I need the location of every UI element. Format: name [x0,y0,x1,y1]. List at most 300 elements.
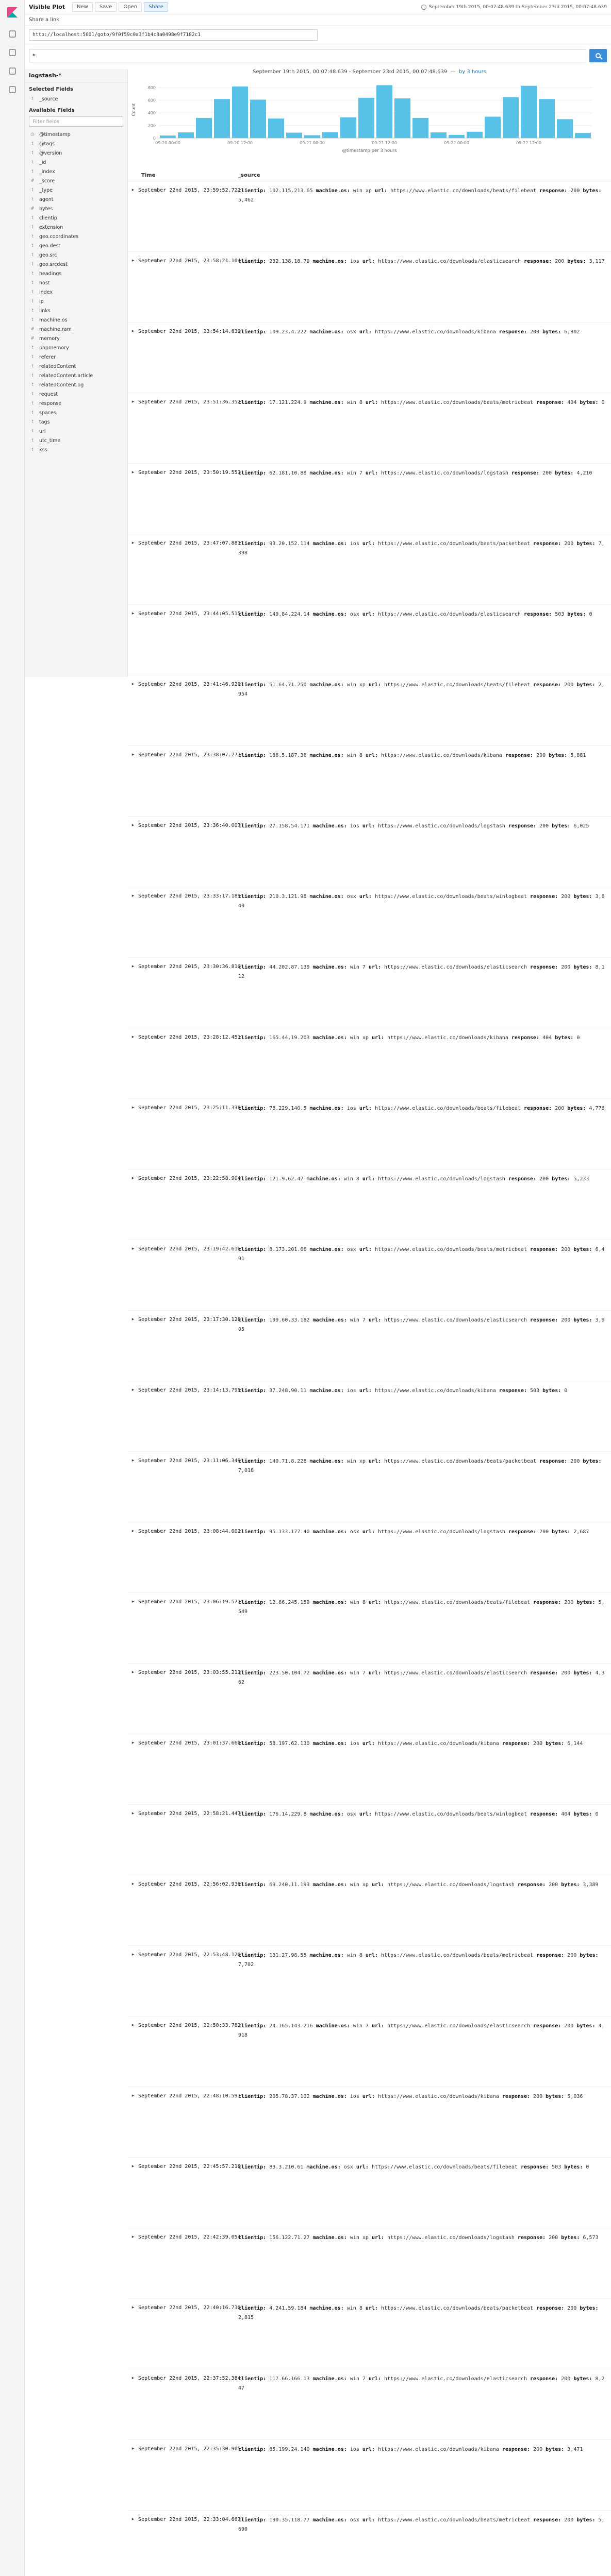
expand-row-icon[interactable]: ▸ [131,1387,135,1393]
row-source [238,1593,611,1664]
expand-row-icon[interactable]: ▸ [131,2446,135,2451]
time-picker[interactable] [421,5,607,10]
expand-row-icon[interactable]: ▸ [131,2517,135,2522]
expand-row-icon[interactable]: ▸ [131,1105,135,1110]
app-title: Visible Plot [29,4,65,10]
available-field-item[interactable] [25,213,127,223]
histogram-bar[interactable] [557,119,573,138]
row-source [238,746,611,817]
source-field-value: 200 [567,1953,577,1958]
source-field-key: bytes: [573,1247,596,1252]
top-bar [25,0,611,14]
source-field-value: https://www.elastic.co/downloads/elasticsearch [377,259,521,264]
available-field-item[interactable] [25,362,127,371]
table-row[interactable] [128,2158,611,2228]
histogram-bar[interactable] [232,87,248,138]
source-field-value: 0 [586,2164,589,2170]
source-field-value: https://www.elastic.co/downloads/elasticsearch [387,2023,530,2029]
source-field-key: response: [533,682,565,688]
source-field-key: bytes: [567,1106,589,1111]
source-field-value: 200 [561,2376,571,2382]
available-field-item[interactable] [25,250,127,260]
table-row[interactable] [128,181,611,252]
field-type-icon: t [31,252,34,258]
source-field-key: url: [371,1882,388,1888]
field-filter-input[interactable]: Filter fields [29,116,123,127]
histogram-bar[interactable] [214,99,230,138]
table-row[interactable] [128,605,611,675]
source-field-key: url: [371,1035,388,1041]
table-row[interactable] [128,1805,611,1875]
available-field-item[interactable] [25,260,127,269]
available-field-item[interactable] [25,417,127,427]
table-row[interactable] [128,1240,611,1311]
source-field-key: machine.os: [312,1600,350,1605]
source-field-value: https://www.elastic.co/downloads/kibana [374,329,496,335]
source-field-value: 3,905 [238,1317,605,1332]
available-field-item[interactable] [25,287,127,297]
source-field-key: bytes: [573,2376,596,2382]
source-field-key: response: [536,400,568,405]
expand-row-icon[interactable]: ▸ [131,2305,135,2310]
histogram-x-label: @timestamp per 3 hours [342,148,397,154]
table-row[interactable] [128,1099,611,1170]
available-field-item[interactable] [25,380,127,389]
available-field-item[interactable] [25,445,127,454]
histogram-bar[interactable] [412,118,428,138]
row-timestamp: September 22nd 2015, 22:35:30.905 [138,2446,241,2452]
available-field-item[interactable] [25,176,127,185]
available-field-item[interactable] [25,436,127,445]
index-pattern-selector[interactable]: logstash-* [25,69,127,82]
available-field-item[interactable] [25,352,127,362]
histogram-bar[interactable] [467,132,483,138]
source-field-value: 3,640 [238,894,605,909]
source-field-key: response: [530,2376,562,2382]
source-field-value: https://www.elastic.co/downloads/logstash [387,1882,515,1888]
source-field-key: machine.os: [312,964,350,970]
available-field-item[interactable] [25,343,127,352]
table-row[interactable] [128,1946,611,2016]
table-row[interactable] [128,2440,611,2511]
expand-row-icon[interactable]: ▸ [131,2164,135,2169]
source-field-value: 200 [567,2306,577,2311]
field-name: memory [39,335,60,342]
source-field-key: machine.os: [309,329,347,335]
source-field-key: machine.os: [316,188,353,194]
table-row[interactable] [128,817,611,887]
source-field-value: win 7 [350,1670,366,1676]
field-type-icon: t [31,419,34,425]
new-button[interactable]: New [72,2,93,12]
table-row[interactable] [128,393,611,464]
source-field-value: 0 [576,1035,580,1041]
expand-row-icon[interactable]: ▸ [131,2234,135,2240]
source-field-value: osx [343,2164,353,2170]
source-field-key: response: [502,2094,534,2099]
expand-row-icon[interactable]: ▸ [131,1529,135,1534]
table-row[interactable] [128,887,611,958]
table-row[interactable] [128,2299,611,2369]
expand-row-icon[interactable]: ▸ [131,611,135,616]
source-field-value: 58.197.62.130 [269,1741,310,1747]
source-field-value: https://www.elastic.co/downloads/elasticsearch [384,1670,527,1676]
histogram-bar[interactable] [431,132,447,138]
available-field-item[interactable] [25,371,127,380]
source-field-key: url: [368,682,385,688]
expand-row-icon[interactable]: ▸ [131,752,135,757]
save-button[interactable]: Save [95,2,117,12]
histogram-bar[interactable] [178,132,194,138]
source-field-value: 200 [530,329,540,335]
available-field-item[interactable] [25,241,127,250]
search-icon [596,53,601,58]
histogram-bar[interactable] [268,118,284,138]
source-field-key: bytes: [546,1741,568,1747]
source-field-key: url: [362,1529,378,1535]
search-box[interactable] [29,49,586,62]
row-timestamp: September 22nd 2015, 23:17:30.128 [138,1317,241,1323]
source-field-key: machine.os: [309,1388,347,1394]
field-type-icon: t [31,438,34,443]
source-field-key: machine.os: [309,400,347,405]
histogram-bar[interactable] [539,99,555,138]
table-row[interactable] [128,2016,611,2087]
source-field-key: response: [502,2447,534,2452]
table-row[interactable] [128,1875,611,1946]
source-field-key: response: [508,1176,540,1182]
table-row[interactable] [128,1522,611,1593]
source-field-key: machine.os: [306,2164,344,2170]
row-source [238,605,611,675]
row-timestamp: September 22nd 2015, 23:19:42.616 [138,1246,241,1252]
source-field-value: 78.229.140.5 [269,1106,307,1111]
source-field-value: 6,491 [238,1247,605,1262]
row-source [238,958,611,1028]
source-field-key: url: [365,470,381,476]
source-field-key: url: [359,1811,375,1817]
expand-row-icon[interactable]: ▸ [131,258,135,263]
field-name: geo.dest [39,243,61,249]
search-input[interactable] [32,53,583,59]
table-row[interactable] [128,2087,611,2158]
available-field-item[interactable] [25,185,127,195]
source-field-value: 3,117 [589,259,605,264]
available-field-item[interactable] [25,167,127,176]
field-name: @tags [39,141,55,147]
source-field-key: bytes: [576,682,599,688]
histogram-bar[interactable] [160,135,176,138]
source-field-key: clientip: [238,1247,270,1252]
histogram-range-text: September 19th 2015, 00:07:48.639 - September 23rd 2015, 00:07:48.639 [252,69,448,75]
source-field-key: url: [359,1247,375,1252]
source-field-key: response: [517,2235,549,2241]
fields-sidebar [25,69,128,677]
field-type-icon: # [30,336,35,341]
histogram-interval[interactable]: by 3 hours [458,69,486,75]
table-row[interactable] [128,464,611,534]
available-field-item[interactable] [25,278,127,287]
row-source [238,1028,611,1099]
source-field-value: 503 [555,612,565,617]
source-field-key: bytes: [546,2447,568,2452]
row-timestamp: September 22nd 2015, 23:41:46.920 [138,682,241,687]
available-field-item[interactable] [25,130,127,139]
documents-table [128,170,611,2576]
time-column-header[interactable]: Time [141,173,156,178]
table-row[interactable] [128,534,611,605]
source-field-value: 24.165.143.216 [269,2023,313,2029]
table-row[interactable] [128,1664,611,1734]
histogram-bar[interactable] [250,99,266,138]
expand-row-icon[interactable]: ▸ [131,540,135,546]
open-button[interactable]: Open [119,2,142,12]
histogram-bar[interactable] [286,133,302,138]
available-field-item[interactable] [25,148,127,158]
table-row[interactable] [128,252,611,323]
histogram-bar[interactable] [575,133,591,138]
expand-row-icon[interactable]: ▸ [131,893,135,899]
table-row[interactable] [128,675,611,746]
table-row[interactable] [128,1170,611,1240]
source-field-value: 156.122.71.27 [269,2235,310,2241]
available-field-item[interactable] [25,297,127,306]
source-field-value: win xp [346,1459,366,1464]
source-field-value: 7,018 [238,1468,254,1473]
expand-row-icon[interactable]: ▸ [131,823,135,828]
expand-row-icon[interactable]: ▸ [131,1952,135,1957]
source-field-key: url: [365,400,381,405]
histogram-y-tick: 0 [153,136,156,141]
available-field-item[interactable] [25,139,127,148]
source-field-value: 200 [555,259,565,264]
row-timestamp: September 22nd 2015, 23:11:06.349 [138,1458,241,1464]
source-field-key: clientip: [238,612,270,617]
source-field-value: 51.64.71.250 [269,682,307,688]
clock-icon [421,5,426,10]
table-row[interactable] [128,2228,611,2299]
histogram-bar[interactable] [376,85,392,138]
available-field-item[interactable] [25,334,127,343]
table-row[interactable] [128,746,611,817]
source-field-value: 200 [555,1106,565,1111]
source-field-value: 200 [564,2023,574,2029]
source-field-key: bytes: [552,1176,574,1182]
expand-row-icon[interactable]: ▸ [131,1882,135,1887]
table-row[interactable] [128,1734,611,1805]
row-source [238,2299,611,2369]
histogram-bar[interactable] [340,117,356,138]
row-source [238,1734,611,1805]
source-field-key: url: [362,1176,378,1182]
available-field-item[interactable] [25,269,127,278]
histogram-bar[interactable] [521,86,537,138]
source-field-key: response: [533,2517,565,2523]
source-field-value: 190.35.118.77 [269,2517,310,2523]
field-type-icon: t [31,317,34,323]
source-field-value: 232.138.18.79 [269,259,310,264]
histogram-x-tick: 09-22 12:00 [516,141,541,145]
source-field-key: response: [533,2023,565,2029]
source-field-key: machine.os: [309,894,347,900]
source-field-value: 200 [561,894,571,900]
source-field-value: 109.23.4.222 [269,329,307,335]
expand-row-icon[interactable]: ▸ [131,188,135,193]
table-row[interactable] [128,1311,611,1381]
source-field-value: 7,398 [238,541,605,556]
table-row[interactable] [128,2511,611,2576]
available-field-item[interactable] [25,427,127,436]
source-field-key: bytes: [576,2517,599,2523]
source-field-key: machine.os: [312,823,350,829]
histogram-bar[interactable] [449,135,465,138]
source-field-value: win xp [353,188,372,194]
source-field-value: https://www.elastic.co/downloads/beats/metricbeat [374,1247,527,1252]
source-field-value: https://www.elastic.co/downloads/logstash [381,470,508,476]
expand-row-icon[interactable]: ▸ [131,1811,135,1816]
field-type-icon: t [31,197,34,202]
expand-row-icon[interactable]: ▸ [131,2376,135,2381]
source-field-value: win 8 [346,400,362,405]
row-timestamp: September 22nd 2015, 23:25:11.338 [138,1105,241,1111]
row-source [238,1311,611,1381]
source-field-key: clientip: [238,1953,270,1958]
search-button[interactable] [589,49,607,62]
available-field-item[interactable] [25,408,127,417]
source-field-value: https://www.elastic.co/downloads/beats/winlogbeat [374,1811,527,1817]
source-field-value: osx [346,1247,356,1252]
field-name: utc_time [39,437,61,444]
source-field-key: clientip: [238,1176,270,1182]
source-field-value: 404 [567,400,577,405]
available-field-item[interactable] [25,204,127,213]
expand-row-icon[interactable]: ▸ [131,1599,135,1604]
source-field-key: clientip: [238,1388,270,1394]
source-field-value: 121.9.62.47 [269,1176,304,1182]
table-row[interactable] [128,1381,611,1452]
field-name: phpmemory [39,345,69,351]
available-field-item[interactable] [25,232,127,241]
source-field-value: 200 [564,682,574,688]
share-button[interactable]: Share [144,2,168,12]
source-field-key: response: [539,1459,571,1464]
available-field-item[interactable] [25,389,127,399]
source-field-key: url: [359,1106,375,1111]
source-field-value: 200 [549,2235,558,2241]
settings-nav-icon[interactable] [0,80,25,99]
source-field-key: machine.os: [312,1670,350,1676]
available-field-item[interactable] [25,399,127,408]
source-field-key: machine.os: [306,1176,344,1182]
table-row[interactable] [128,323,611,393]
source-field-key: response: [536,2306,568,2311]
histogram-bar[interactable] [358,98,374,138]
expand-row-icon[interactable]: ▸ [131,329,135,334]
table-row[interactable] [128,2369,611,2440]
source-field-value: 83.3.210.61 [269,2164,304,2170]
expand-row-icon[interactable]: ▸ [131,1246,135,1251]
histogram-bar[interactable] [304,135,320,139]
source-field-key: clientip: [238,2023,270,2029]
source-field-key: clientip: [238,1600,270,1605]
expand-row-icon[interactable]: ▸ [131,1176,135,1181]
source-field-key: url: [374,188,391,194]
source-field-value: https://www.elastic.co/downloads/kibana [377,2094,499,2099]
histogram-bar[interactable] [322,132,338,138]
expand-row-icon[interactable]: ▸ [131,1740,135,1745]
expand-row-icon[interactable]: ▸ [131,2093,135,2098]
visualize-nav-icon[interactable] [0,43,25,62]
available-field-item[interactable] [25,325,127,334]
expand-row-icon[interactable]: ▸ [131,964,135,969]
expand-row-icon[interactable]: ▸ [131,682,135,687]
source-field-value: 17.121.224.9 [269,400,307,405]
source-field-value: 223.50.104.72 [269,1670,310,1676]
field-name: ip [39,298,44,304]
selected-field-item[interactable] [25,94,127,104]
available-field-item[interactable] [25,315,127,325]
field-type-icon: t [31,169,34,174]
source-column-header: _source [238,173,260,178]
share-panel-header [25,14,611,26]
histogram-bar[interactable] [503,97,519,138]
expand-row-icon[interactable]: ▸ [131,1317,135,1322]
source-field-value: 200 [533,2094,543,2099]
available-field-item[interactable] [25,158,127,167]
share-url-field[interactable] [29,29,318,41]
source-field-key: machine.os: [309,753,347,758]
field-type-icon: t [31,410,34,415]
histogram-bar[interactable] [394,98,410,138]
source-field-key: bytes: [567,259,589,264]
row-source [238,1664,611,1734]
table-header [128,170,611,181]
row-timestamp: September 22nd 2015, 23:30:36.810 [138,964,241,970]
source-field-key: response: [508,823,540,829]
source-field-key: url: [359,329,375,335]
expand-row-icon[interactable]: ▸ [131,1670,135,1675]
row-source [238,1522,611,1593]
expand-row-icon[interactable]: ▸ [131,1458,135,1463]
table-row[interactable] [128,1593,611,1664]
source-field-key: bytes: [555,470,577,476]
source-field-key: response: [502,1741,534,1747]
source-field-value: ios [350,541,359,547]
source-field-key: bytes: [552,1529,574,1535]
expand-row-icon[interactable]: ▸ [131,1035,135,1040]
expand-row-icon[interactable]: ▸ [131,2023,135,2028]
table-row[interactable] [128,1452,611,1522]
table-row[interactable] [128,958,611,1028]
histogram-bar[interactable] [196,118,212,138]
field-type-icon: t [31,354,34,360]
source-field-value: 200 [539,1529,549,1535]
source-field-key: clientip: [238,2164,270,2170]
available-field-item[interactable] [25,223,127,232]
available-field-item[interactable] [25,195,127,204]
source-field-key: bytes: [552,823,574,829]
expand-row-icon[interactable]: ▸ [131,399,135,404]
app-logo[interactable] [0,0,25,25]
expand-row-icon[interactable]: ▸ [131,470,135,475]
discover-nav-icon[interactable] [0,25,25,43]
available-field-item[interactable] [25,306,127,315]
dashboard-nav-icon[interactable] [0,62,25,80]
table-row[interactable] [128,1028,611,1099]
histogram-bar[interactable] [485,116,501,138]
histogram-chart [128,77,611,148]
source-field-value: 503 [552,2164,562,2170]
